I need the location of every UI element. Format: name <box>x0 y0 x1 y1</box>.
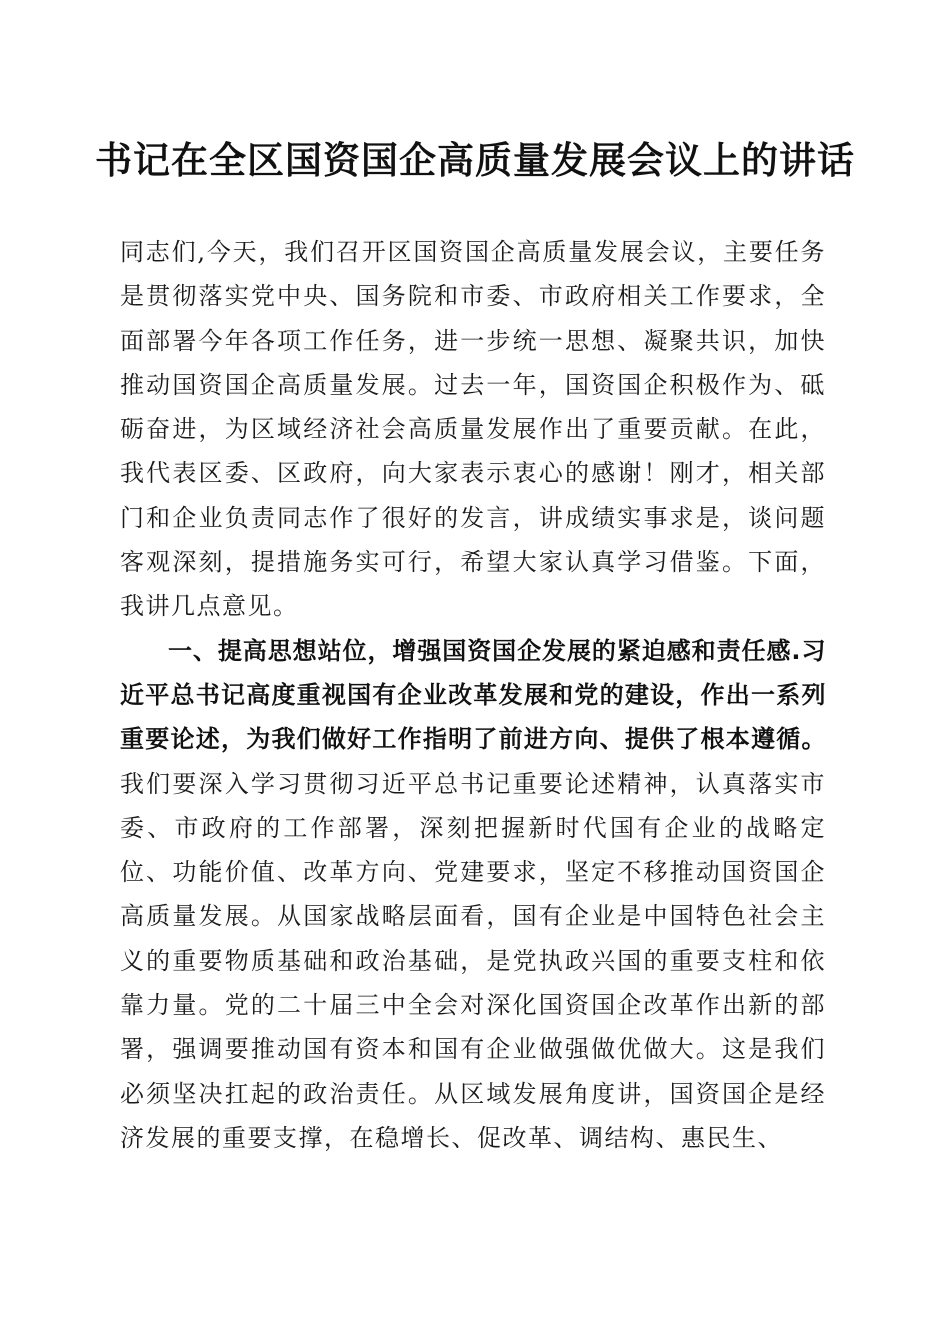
section-1-lead-sentence: 习近平总书记高度重视国有企业改革发展和党的建设，作出一系列重要论述，为我们做好工作指明了前进方向、提供了根本遵循。 <box>120 636 826 754</box>
section-1-body-text: 我们要深入学习贯彻习近平总书记重要论述精神，认真落实市委、市政府的工作部署，深刻把握新时代国有企业的战略定位、功能价值、改革方向、党建要求，坚定不移推动国资国企高质量发展。从国家战略层面看，国有企业是中国特色社会主义的重要物质基础和政治基础，是党执政兴国的重要支柱和依靠力量。党的二十届三中全会对深化国资国企改革作出新的部署，强调要推动国有资本和国有企业做强做优做大。这是我们必须坚决扛起的政治责任。从区域发展角度讲，国资国企是经济发展的重要支撑，在稳增长、促改革、调结构、惠民生、 <box>120 769 826 1152</box>
paragraph-section-1 <box>120 629 826 1161</box>
paragraph-opening: 同志们,今天，我们召开区国资国企高质量发展会议，主要任务是贯彻落实党中央、国务院和市委、市政府相关工作要求，全面部署今年各项工作任务，进一步统一思想、凝聚共识，加快推动国资国企高质量发展。过去一年，国资国企积极作为、砥砺奋进，为区域经济社会高质量发展作出了重要贡献。在此，我代表区委、区政府，向大家表示衷心的感谢！刚才，相关部门和企业负责同志作了很好的发言，讲成绩实事求是，谈问题客观深刻，提措施务实可行，希望大家认真学习借鉴。下面，我讲几点意见。 <box>120 238 826 621</box>
section-1-heading: 一、提高思想站位，增强国资国企发展的紧迫感和责任感. <box>168 636 802 665</box>
document-title: 书记在全区国资国企高质量发展会议上的讲话 <box>95 138 855 182</box>
document-body <box>120 230 826 1160</box>
